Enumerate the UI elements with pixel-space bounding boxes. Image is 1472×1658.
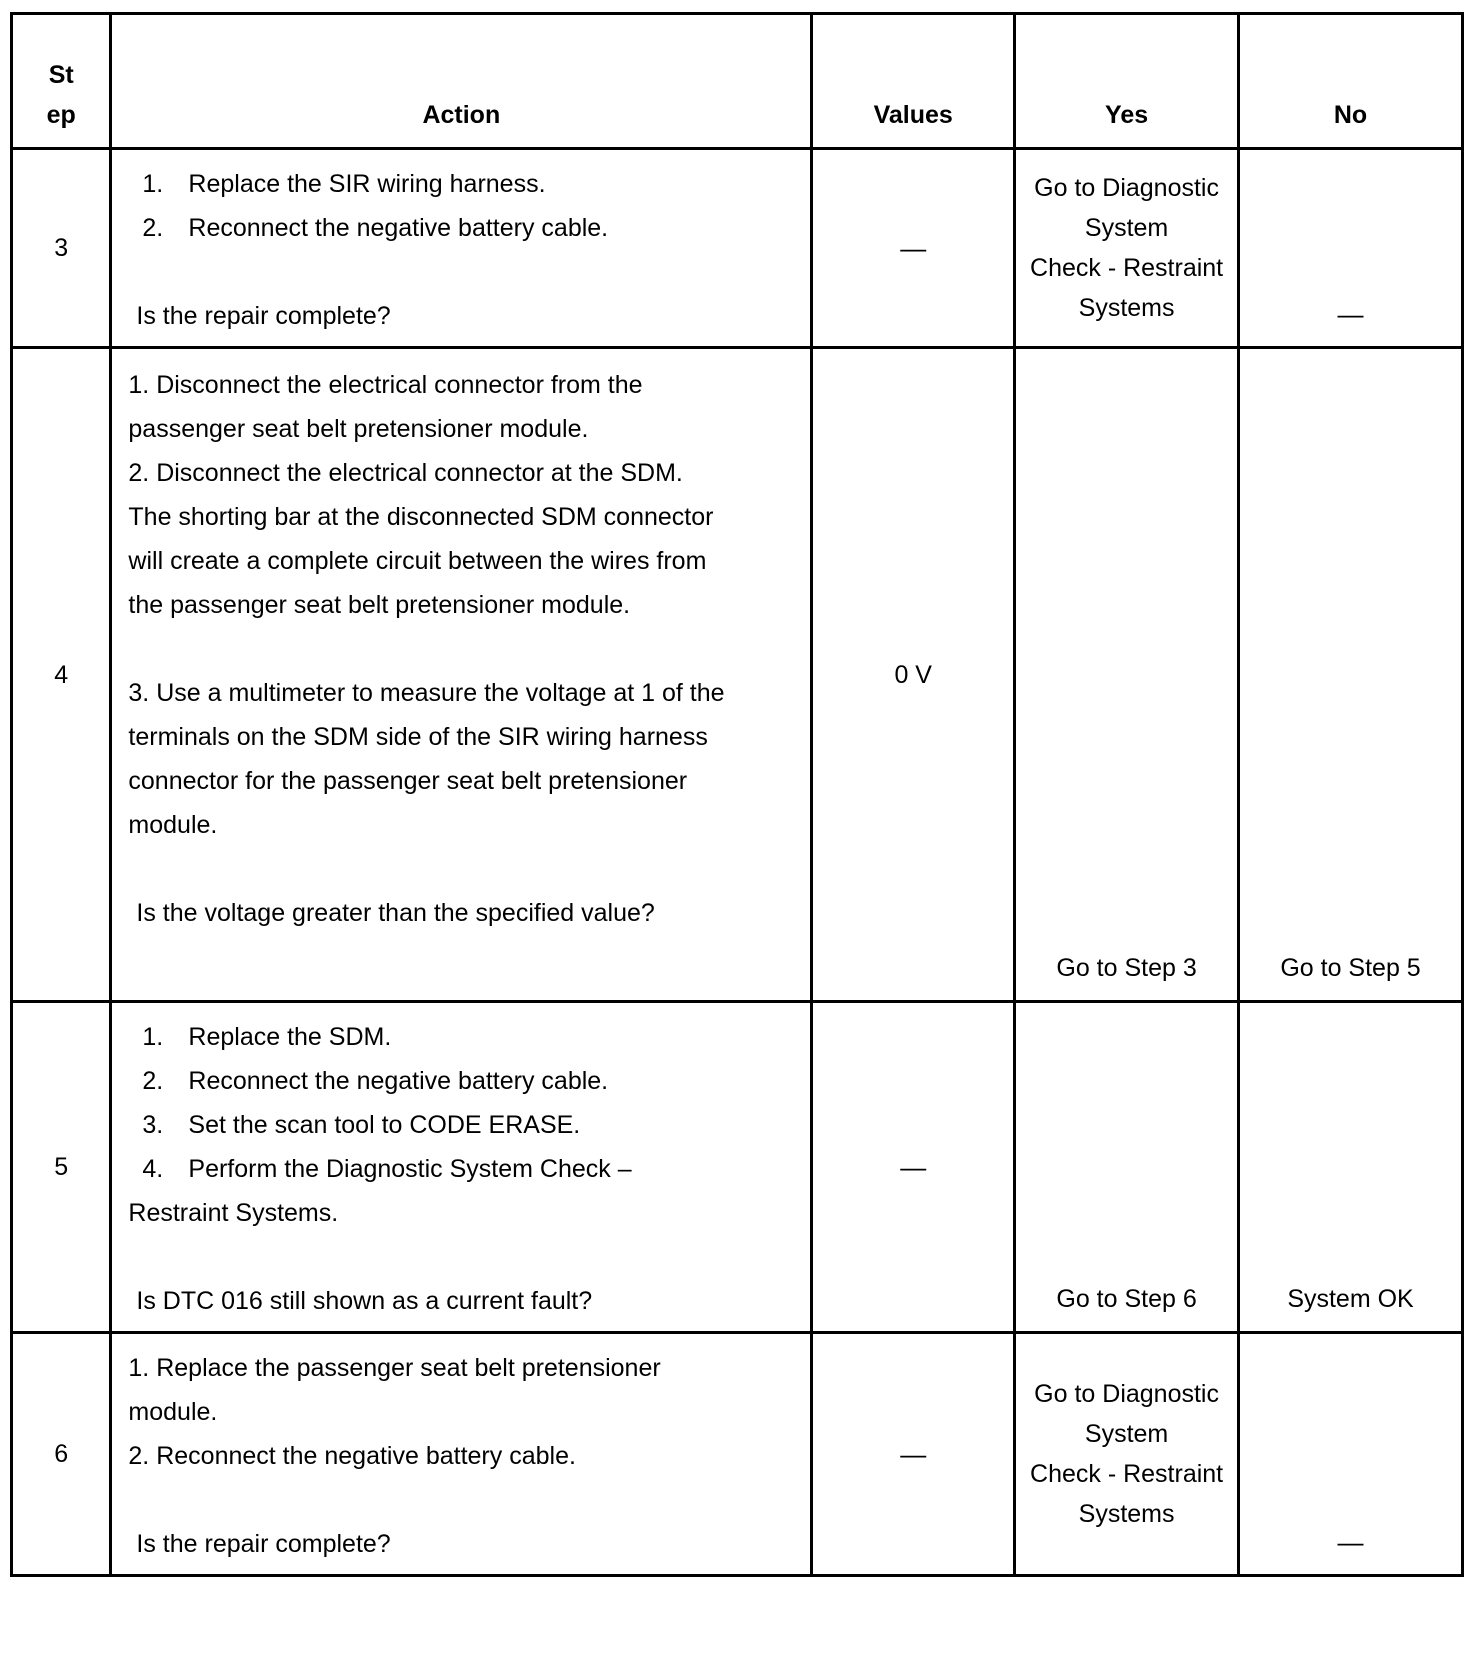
no-cell: Go to Step 5 <box>1239 348 1463 1002</box>
values-cell: — <box>812 1333 1015 1576</box>
values-cell: — <box>812 149 1015 348</box>
no-cell: — <box>1239 1333 1463 1576</box>
action-cell <box>111 1333 812 1576</box>
action-line: Reconnect the negative battery cable. <box>188 214 609 242</box>
table-row <box>12 149 1463 348</box>
header-step: St ep <box>12 14 111 149</box>
action-paragraph: 1. Replace the passenger seat belt pretensioner module. <box>128 1354 661 1426</box>
yes-cell: Go to Step 6 <box>1015 1002 1239 1333</box>
table-row <box>12 1333 1463 1576</box>
action-paragraph: 1. Disconnect the electrical connector from the passenger seat belt pretensioner module. <box>128 371 643 443</box>
action-line: Replace the SIR wiring harness. <box>188 170 546 198</box>
action-line: Set the scan tool to CODE ERASE. <box>188 1111 581 1139</box>
action-paragraph: The shorting bar at the disconnected SDM connector will create a complete circuit between the wires from the passenger seat belt pretensioner module. <box>128 503 714 619</box>
header-no: No <box>1239 14 1463 149</box>
action-question: Is DTC 016 still shown as a current fault? <box>136 1287 593 1315</box>
table-row <box>12 1002 1463 1333</box>
no-cell: — <box>1239 149 1463 348</box>
action-cell: 1. Replace the SDM. 2. Reconnect the negative battery cable. 3. Set the scan tool to CODE ERASE. 4. Perform the Diagnostic System Check – Restraint Systems. Is DTC 016 still shown as a current fault? <box>111 1002 812 1333</box>
step-cell: 6 <box>12 1333 111 1576</box>
yes-cell: Go to Step 3 <box>1015 348 1239 1002</box>
action-line: Replace the SDM. <box>188 1023 392 1051</box>
values-cell: 0 V <box>812 348 1015 1002</box>
action-cell <box>111 348 812 1002</box>
yes-cell: Go to Diagnostic System Check - Restraint Systems <box>1015 1333 1239 1576</box>
header-yes: Yes <box>1015 14 1239 149</box>
step-cell: 5 <box>12 1002 111 1333</box>
action-paragraph: 2. Disconnect the electrical connector at the SDM. <box>128 459 683 487</box>
header-action: Action <box>111 14 812 149</box>
header-row <box>12 14 1463 149</box>
step-cell: 3 <box>12 149 111 348</box>
diagnostic-table <box>10 12 1464 1577</box>
action-paragraph: 2. Reconnect the negative battery cable. <box>128 1442 576 1470</box>
action-question: Is the voltage greater than the specified value? <box>136 899 655 927</box>
action-line: Perform the Diagnostic System Check – <box>188 1155 632 1183</box>
action-line: Reconnect the negative battery cable. <box>188 1067 609 1095</box>
action-cell: 1. Replace the SIR wiring harness. 2. Reconnect the negative battery cable. Is the repair complete? <box>111 149 812 348</box>
no-cell: System OK <box>1239 1002 1463 1333</box>
action-question: Is the repair complete? <box>136 302 391 330</box>
action-paragraph: 3. Use a multimeter to measure the voltage at 1 of the terminals on the SDM side of the SIR wiring harness connector for the passenger seat belt pretensioner module. <box>128 679 725 839</box>
values-cell: — <box>812 1002 1015 1333</box>
step-cell: 4 <box>12 348 111 1002</box>
header-values: Values <box>812 14 1015 149</box>
table-row <box>12 348 1463 1002</box>
action-line: Restraint Systems. <box>128 1199 339 1227</box>
yes-cell: Go to Diagnostic System Check - Restraint Systems <box>1015 149 1239 348</box>
action-question: Is the repair complete? <box>136 1530 391 1558</box>
